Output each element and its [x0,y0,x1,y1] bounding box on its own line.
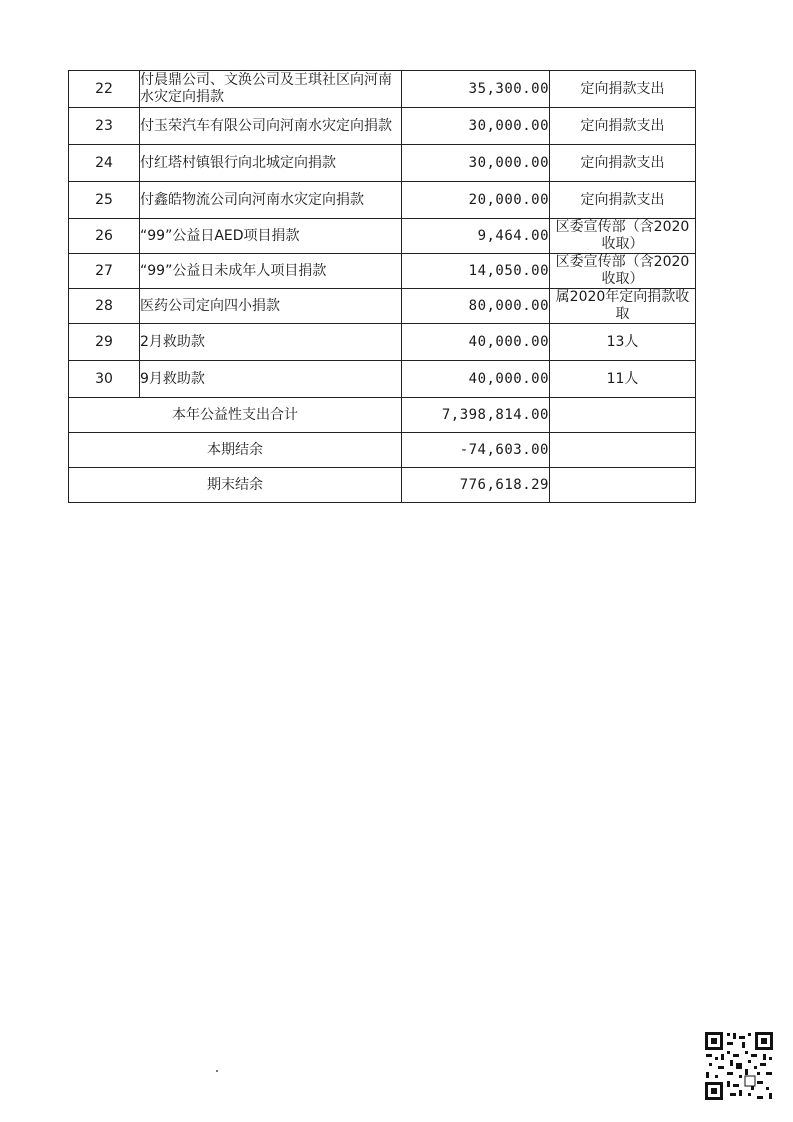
row-amount: 9,464.00 [402,219,550,254]
row-description: 付鑫皓物流公司向河南水灾定向捐款 [140,182,402,219]
closing-balance-label: 期末结余 [69,468,402,503]
row-note: 13人 [550,324,696,361]
total-label: 本年公益性支出合计 [69,398,402,433]
row-description: 9月救助款 [140,361,402,398]
row-amount: 30,000.00 [402,108,550,145]
table-row [69,324,696,361]
row-amount: 80,000.00 [402,289,550,324]
row-note: 定向捐款支出 [550,145,696,182]
row-number: 22 [69,71,140,108]
balance-label: 本期结余 [69,433,402,468]
row-number: 29 [69,324,140,361]
closing-balance-amount: 776,618.29 [402,468,550,503]
row-number: 30 [69,361,140,398]
row-amount: 14,050.00 [402,254,550,289]
row-note: 定向捐款支出 [550,108,696,145]
row-amount: 40,000.00 [402,324,550,361]
table-row [69,289,696,324]
row-number: 28 [69,289,140,324]
table-row [69,108,696,145]
scan-speck [216,1070,218,1072]
table-row [69,219,696,254]
balance-row [69,433,696,468]
closing-balance-note [550,468,696,503]
row-description: 付红塔村镇银行向北城定向捐款 [140,145,402,182]
table-row [69,254,696,289]
row-note: 定向捐款支出 [550,182,696,219]
closing-balance-row [69,468,696,503]
table-row [69,182,696,219]
table-row [69,71,696,108]
total-amount: 7,398,814.00 [402,398,550,433]
total-row [69,398,696,433]
total-note [550,398,696,433]
row-note: 区委宣传部（含2020收取） [550,254,696,289]
table-row [69,145,696,182]
row-amount: 30,000.00 [402,145,550,182]
row-description: 付玉荣汽车有限公司向河南水灾定向捐款 [140,108,402,145]
row-note: 11人 [550,361,696,398]
row-note: 定向捐款支出 [550,71,696,108]
row-description: 付晨鼎公司、文涣公司及王琪社区向河南水灾定向捐款 [140,71,402,108]
row-number: 27 [69,254,140,289]
qr-code-icon [703,1030,775,1102]
row-note: 区委宣传部（含2020收取） [550,219,696,254]
row-description: 2月救助款 [140,324,402,361]
row-amount: 35,300.00 [402,71,550,108]
balance-amount: -74,603.00 [402,433,550,468]
row-description: “99”公益日未成年人项目捐款 [140,254,402,289]
row-amount: 40,000.00 [402,361,550,398]
row-description: 医药公司定向四小捐款 [140,289,402,324]
row-number: 26 [69,219,140,254]
expenditure-table [68,70,696,503]
row-note: 属2020年定向捐款收取 [550,289,696,324]
balance-note [550,433,696,468]
row-amount: 20,000.00 [402,182,550,219]
row-number: 24 [69,145,140,182]
row-number: 25 [69,182,140,219]
table-row [69,361,696,398]
row-description: “99”公益日AED项目捐款 [140,219,402,254]
row-number: 23 [69,108,140,145]
